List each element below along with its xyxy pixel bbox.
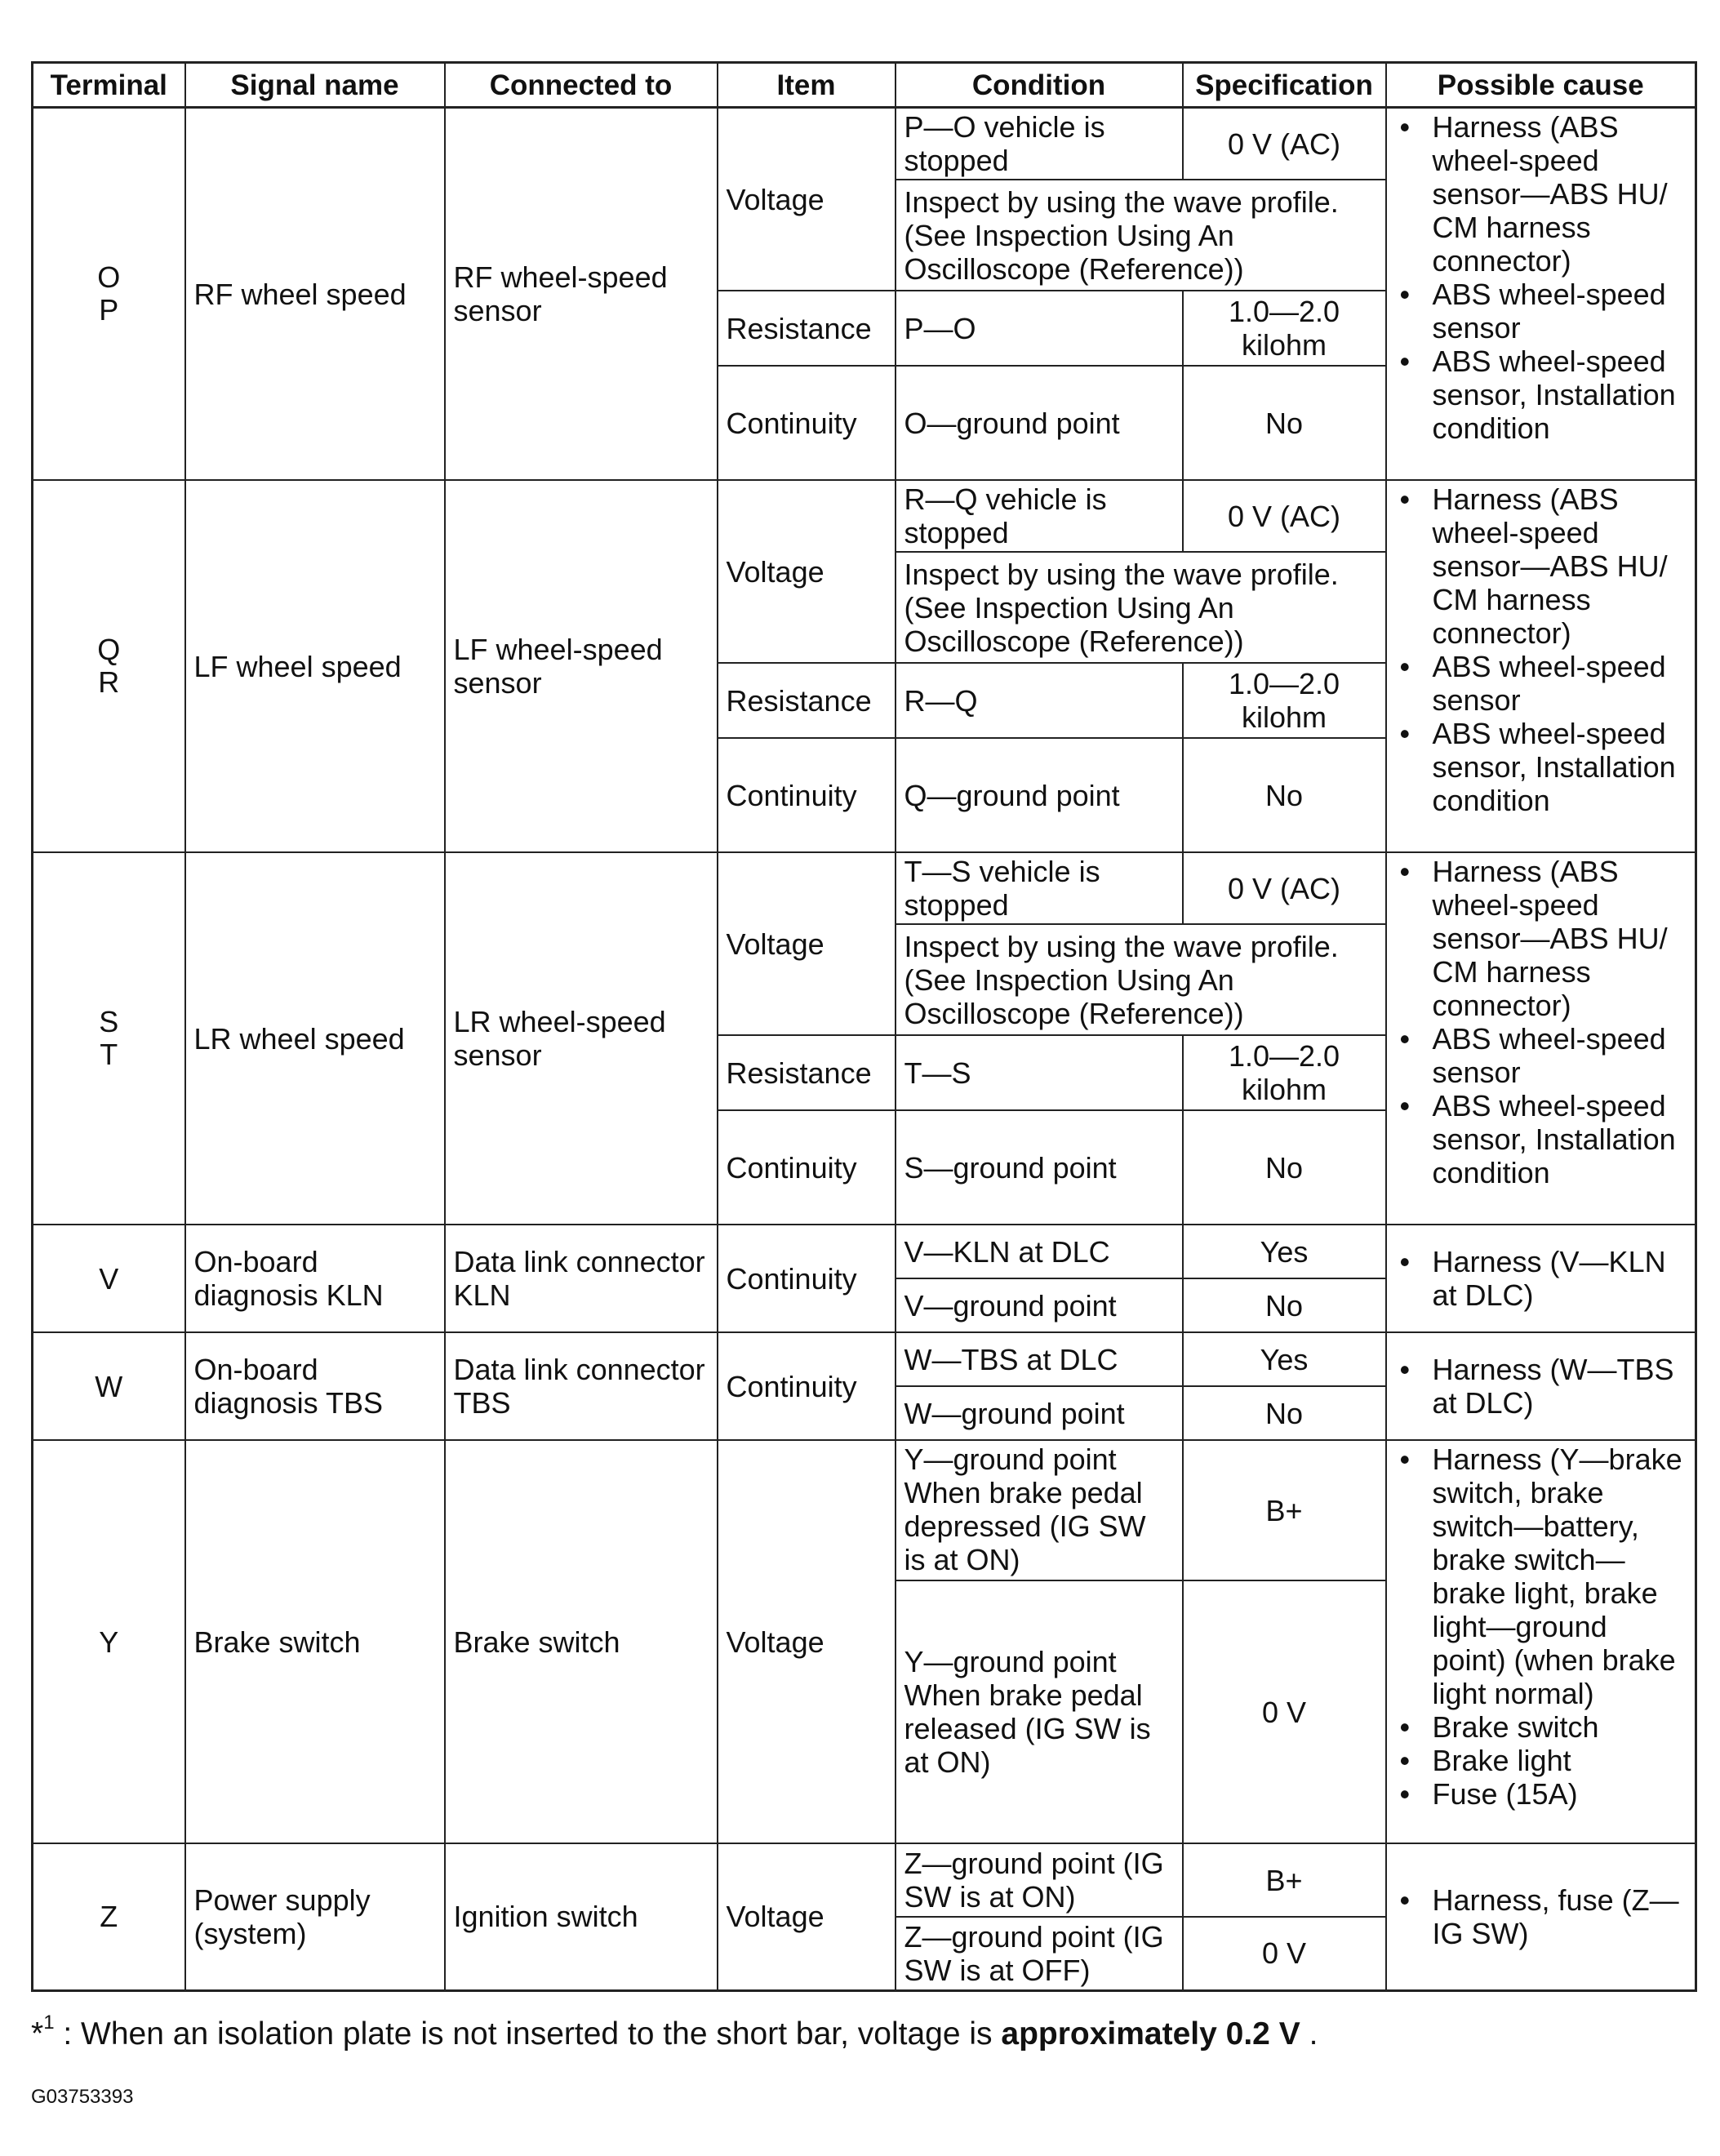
- header-specification: Specification: [1183, 63, 1386, 108]
- possible-cause-cell: [1386, 852, 1696, 1225]
- cause-item: • ABS wheel-speed sensor: [1395, 650, 1687, 717]
- item-cell: Voltage: [718, 480, 896, 663]
- cause-item: • ABS wheel-speed sensor, Installation condition: [1395, 1089, 1687, 1189]
- footnote: [31, 2012, 1318, 2052]
- wave-profile-cell: Inspect by using the wave profile. (See Inspection Using An Oscilloscope (Reference)): [896, 924, 1386, 1035]
- terminal-letter: Q: [97, 633, 121, 666]
- cause-list: [1395, 110, 1687, 445]
- condition-cell: Q—ground point: [896, 738, 1183, 852]
- condition-cell: V—ground point: [896, 1278, 1183, 1332]
- cause-item: • Fuse (15A): [1395, 1777, 1687, 1811]
- condition-cell: O—ground point: [896, 366, 1183, 480]
- spec-cell: Yes: [1183, 1332, 1386, 1386]
- header-possible-cause: Possible cause: [1386, 63, 1696, 108]
- condition-cell: Z—ground point (IG SW is at OFF): [896, 1917, 1183, 1990]
- table-header-row: [33, 63, 1696, 108]
- wave-profile-cell: Inspect by using the wave profile. (See Inspection Using An Oscilloscope (Reference)): [896, 552, 1386, 663]
- condition-cell: T—S: [896, 1035, 1183, 1110]
- footnote-text: : When an isolation plate is not inserted to the short bar, voltage is: [54, 2016, 1002, 2052]
- spec-cell: No: [1183, 1278, 1386, 1332]
- terminal-letter: R: [98, 665, 120, 699]
- cause-item: • Harness (ABS wheel-speed sensor—ABS HU/ CM harness connector): [1395, 110, 1687, 278]
- spec-cell: 0 V: [1183, 1580, 1386, 1843]
- condition-cell: P—O vehicle is stopped: [896, 108, 1183, 180]
- signal-name-cell: LR wheel speed: [185, 852, 445, 1225]
- cause-item: • Harness (ABS wheel-speed sensor—ABS HU/ CM harness connector): [1395, 855, 1687, 1022]
- table-row-voltage: [33, 480, 1696, 552]
- possible-cause-cell: [1386, 108, 1696, 481]
- connected-to-cell: LF wheel-speed sensor: [445, 480, 718, 852]
- terminal-cell: Y: [33, 1440, 185, 1843]
- spec-cell: 1.0—2.0 kilohm: [1183, 1035, 1386, 1110]
- cause-item: • Harness, fuse (Z—IG SW): [1395, 1883, 1687, 1950]
- footnote-mark: *: [31, 2016, 44, 2052]
- possible-cause-cell: [1386, 1332, 1696, 1440]
- item-cell: Continuity: [718, 1225, 896, 1332]
- terminal-cell: [33, 480, 185, 852]
- footnote-superscript: 1: [43, 2012, 55, 2034]
- possible-cause-cell: [1386, 1843, 1696, 1990]
- cause-item: • Harness (ABS wheel-speed sensor—ABS HU/ CM harness connector): [1395, 482, 1687, 650]
- item-cell: Voltage: [718, 852, 896, 1035]
- footnote-end: .: [1300, 2016, 1318, 2052]
- condition-cell: T—S vehicle is stopped: [896, 852, 1183, 924]
- cause-list: [1395, 1353, 1687, 1420]
- spec-cell: 0 V (AC): [1183, 480, 1386, 552]
- header-signal-name: Signal name: [185, 63, 445, 108]
- table-row-z: [33, 1843, 1696, 1917]
- spec-cell: No: [1183, 1110, 1386, 1225]
- item-cell: Continuity: [718, 738, 896, 852]
- table-row-v: [33, 1225, 1696, 1278]
- condition-cell: Y—ground point When brake pedal released (IG SW is at ON): [896, 1580, 1183, 1843]
- terminal-inspection-table: [31, 61, 1697, 1992]
- terminal-cell: V: [33, 1225, 185, 1332]
- item-cell: Voltage: [718, 108, 896, 291]
- cause-item: • Brake switch: [1395, 1710, 1687, 1744]
- cause-list: [1395, 855, 1687, 1189]
- table-row-voltage: [33, 108, 1696, 180]
- spec-cell: 1.0—2.0 kilohm: [1183, 291, 1386, 366]
- cause-list: [1395, 1443, 1687, 1811]
- item-cell: Resistance: [718, 663, 896, 738]
- item-cell: Resistance: [718, 291, 896, 366]
- signal-name-cell: On-board diagnosis TBS: [185, 1332, 445, 1440]
- condition-cell: P—O: [896, 291, 1183, 366]
- connected-to-cell: Ignition switch: [445, 1843, 718, 1990]
- item-cell: Resistance: [718, 1035, 896, 1110]
- condition-cell: Y—ground point When brake pedal depressed (IG SW is at ON): [896, 1440, 1183, 1580]
- connected-to-cell: Data link connector TBS: [445, 1332, 718, 1440]
- spec-cell: Yes: [1183, 1225, 1386, 1278]
- inspection-table-sheet: [31, 61, 1695, 1992]
- cause-item: • ABS wheel-speed sensor, Installation condition: [1395, 345, 1687, 445]
- spec-cell: B+: [1183, 1440, 1386, 1580]
- spec-cell: No: [1183, 738, 1386, 852]
- footnote-bold: approximately 0.2 V: [1001, 2016, 1300, 2052]
- terminal-cell: Z: [33, 1843, 185, 1990]
- header-condition: Condition: [896, 63, 1183, 108]
- table-row-voltage: [33, 852, 1696, 924]
- wave-profile-cell: Inspect by using the wave profile. (See Inspection Using An Oscilloscope (Reference)): [896, 180, 1386, 291]
- cause-item: • ABS wheel-speed sensor, Installation condition: [1395, 717, 1687, 817]
- cause-item: • ABS wheel-speed sensor: [1395, 278, 1687, 345]
- table-row-w: [33, 1332, 1696, 1386]
- cause-item: • Harness (Y—brake switch, brake switch—battery, brake switch—brake light, brake light—ground point) (when brake light normal): [1395, 1443, 1687, 1710]
- signal-name-cell: Brake switch: [185, 1440, 445, 1843]
- header-terminal: Terminal: [33, 63, 185, 108]
- terminal-letter: T: [100, 1038, 118, 1071]
- image-code: G03753393: [31, 2086, 134, 2108]
- spec-cell: 0 V (AC): [1183, 852, 1386, 924]
- condition-cell: S—ground point: [896, 1110, 1183, 1225]
- spec-cell: 0 V (AC): [1183, 108, 1386, 180]
- spec-cell: No: [1183, 1386, 1386, 1440]
- terminal-letter: P: [99, 293, 119, 327]
- cause-list: [1395, 482, 1687, 817]
- header-item: Item: [718, 63, 896, 108]
- possible-cause-cell: [1386, 480, 1696, 852]
- cause-item: • ABS wheel-speed sensor: [1395, 1022, 1687, 1089]
- terminal-letter: O: [97, 260, 121, 294]
- cause-item: • Harness (V—KLN at DLC): [1395, 1245, 1687, 1312]
- possible-cause-cell: [1386, 1440, 1696, 1843]
- spec-cell: 1.0—2.0 kilohm: [1183, 663, 1386, 738]
- item-cell: Continuity: [718, 1332, 896, 1440]
- terminal-cell: W: [33, 1332, 185, 1440]
- spec-cell: B+: [1183, 1843, 1386, 1917]
- item-cell: Continuity: [718, 1110, 896, 1225]
- terminal-letter: S: [99, 1005, 119, 1038]
- condition-cell: Z—ground point (IG SW is at ON): [896, 1843, 1183, 1917]
- cause-item: • Brake light: [1395, 1744, 1687, 1777]
- connected-to-cell: Brake switch: [445, 1440, 718, 1843]
- signal-name-cell: On-board diagnosis KLN: [185, 1225, 445, 1332]
- item-cell: Continuity: [718, 366, 896, 480]
- table-row-y: [33, 1440, 1696, 1580]
- connected-to-cell: Data link connector KLN: [445, 1225, 718, 1332]
- signal-name-cell: RF wheel speed: [185, 108, 445, 481]
- possible-cause-cell: [1386, 1225, 1696, 1332]
- condition-cell: W—ground point: [896, 1386, 1183, 1440]
- signal-name-cell: LF wheel speed: [185, 480, 445, 852]
- spec-cell: 0 V: [1183, 1917, 1386, 1990]
- condition-cell: V—KLN at DLC: [896, 1225, 1183, 1278]
- cause-list: [1395, 1245, 1687, 1312]
- item-cell: Voltage: [718, 1440, 896, 1843]
- condition-cell: R—Q vehicle is stopped: [896, 480, 1183, 552]
- item-cell: Voltage: [718, 1843, 896, 1990]
- terminal-cell: [33, 108, 185, 481]
- cause-list: [1395, 1883, 1687, 1950]
- condition-cell: R—Q: [896, 663, 1183, 738]
- signal-name-cell: Power supply (system): [185, 1843, 445, 1990]
- terminal-cell: [33, 852, 185, 1225]
- connected-to-cell: LR wheel-speed sensor: [445, 852, 718, 1225]
- cause-item: • Harness (W—TBS at DLC): [1395, 1353, 1687, 1420]
- spec-cell: No: [1183, 366, 1386, 480]
- header-connected-to: Connected to: [445, 63, 718, 108]
- connected-to-cell: RF wheel-speed sensor: [445, 108, 718, 481]
- condition-cell: W—TBS at DLC: [896, 1332, 1183, 1386]
